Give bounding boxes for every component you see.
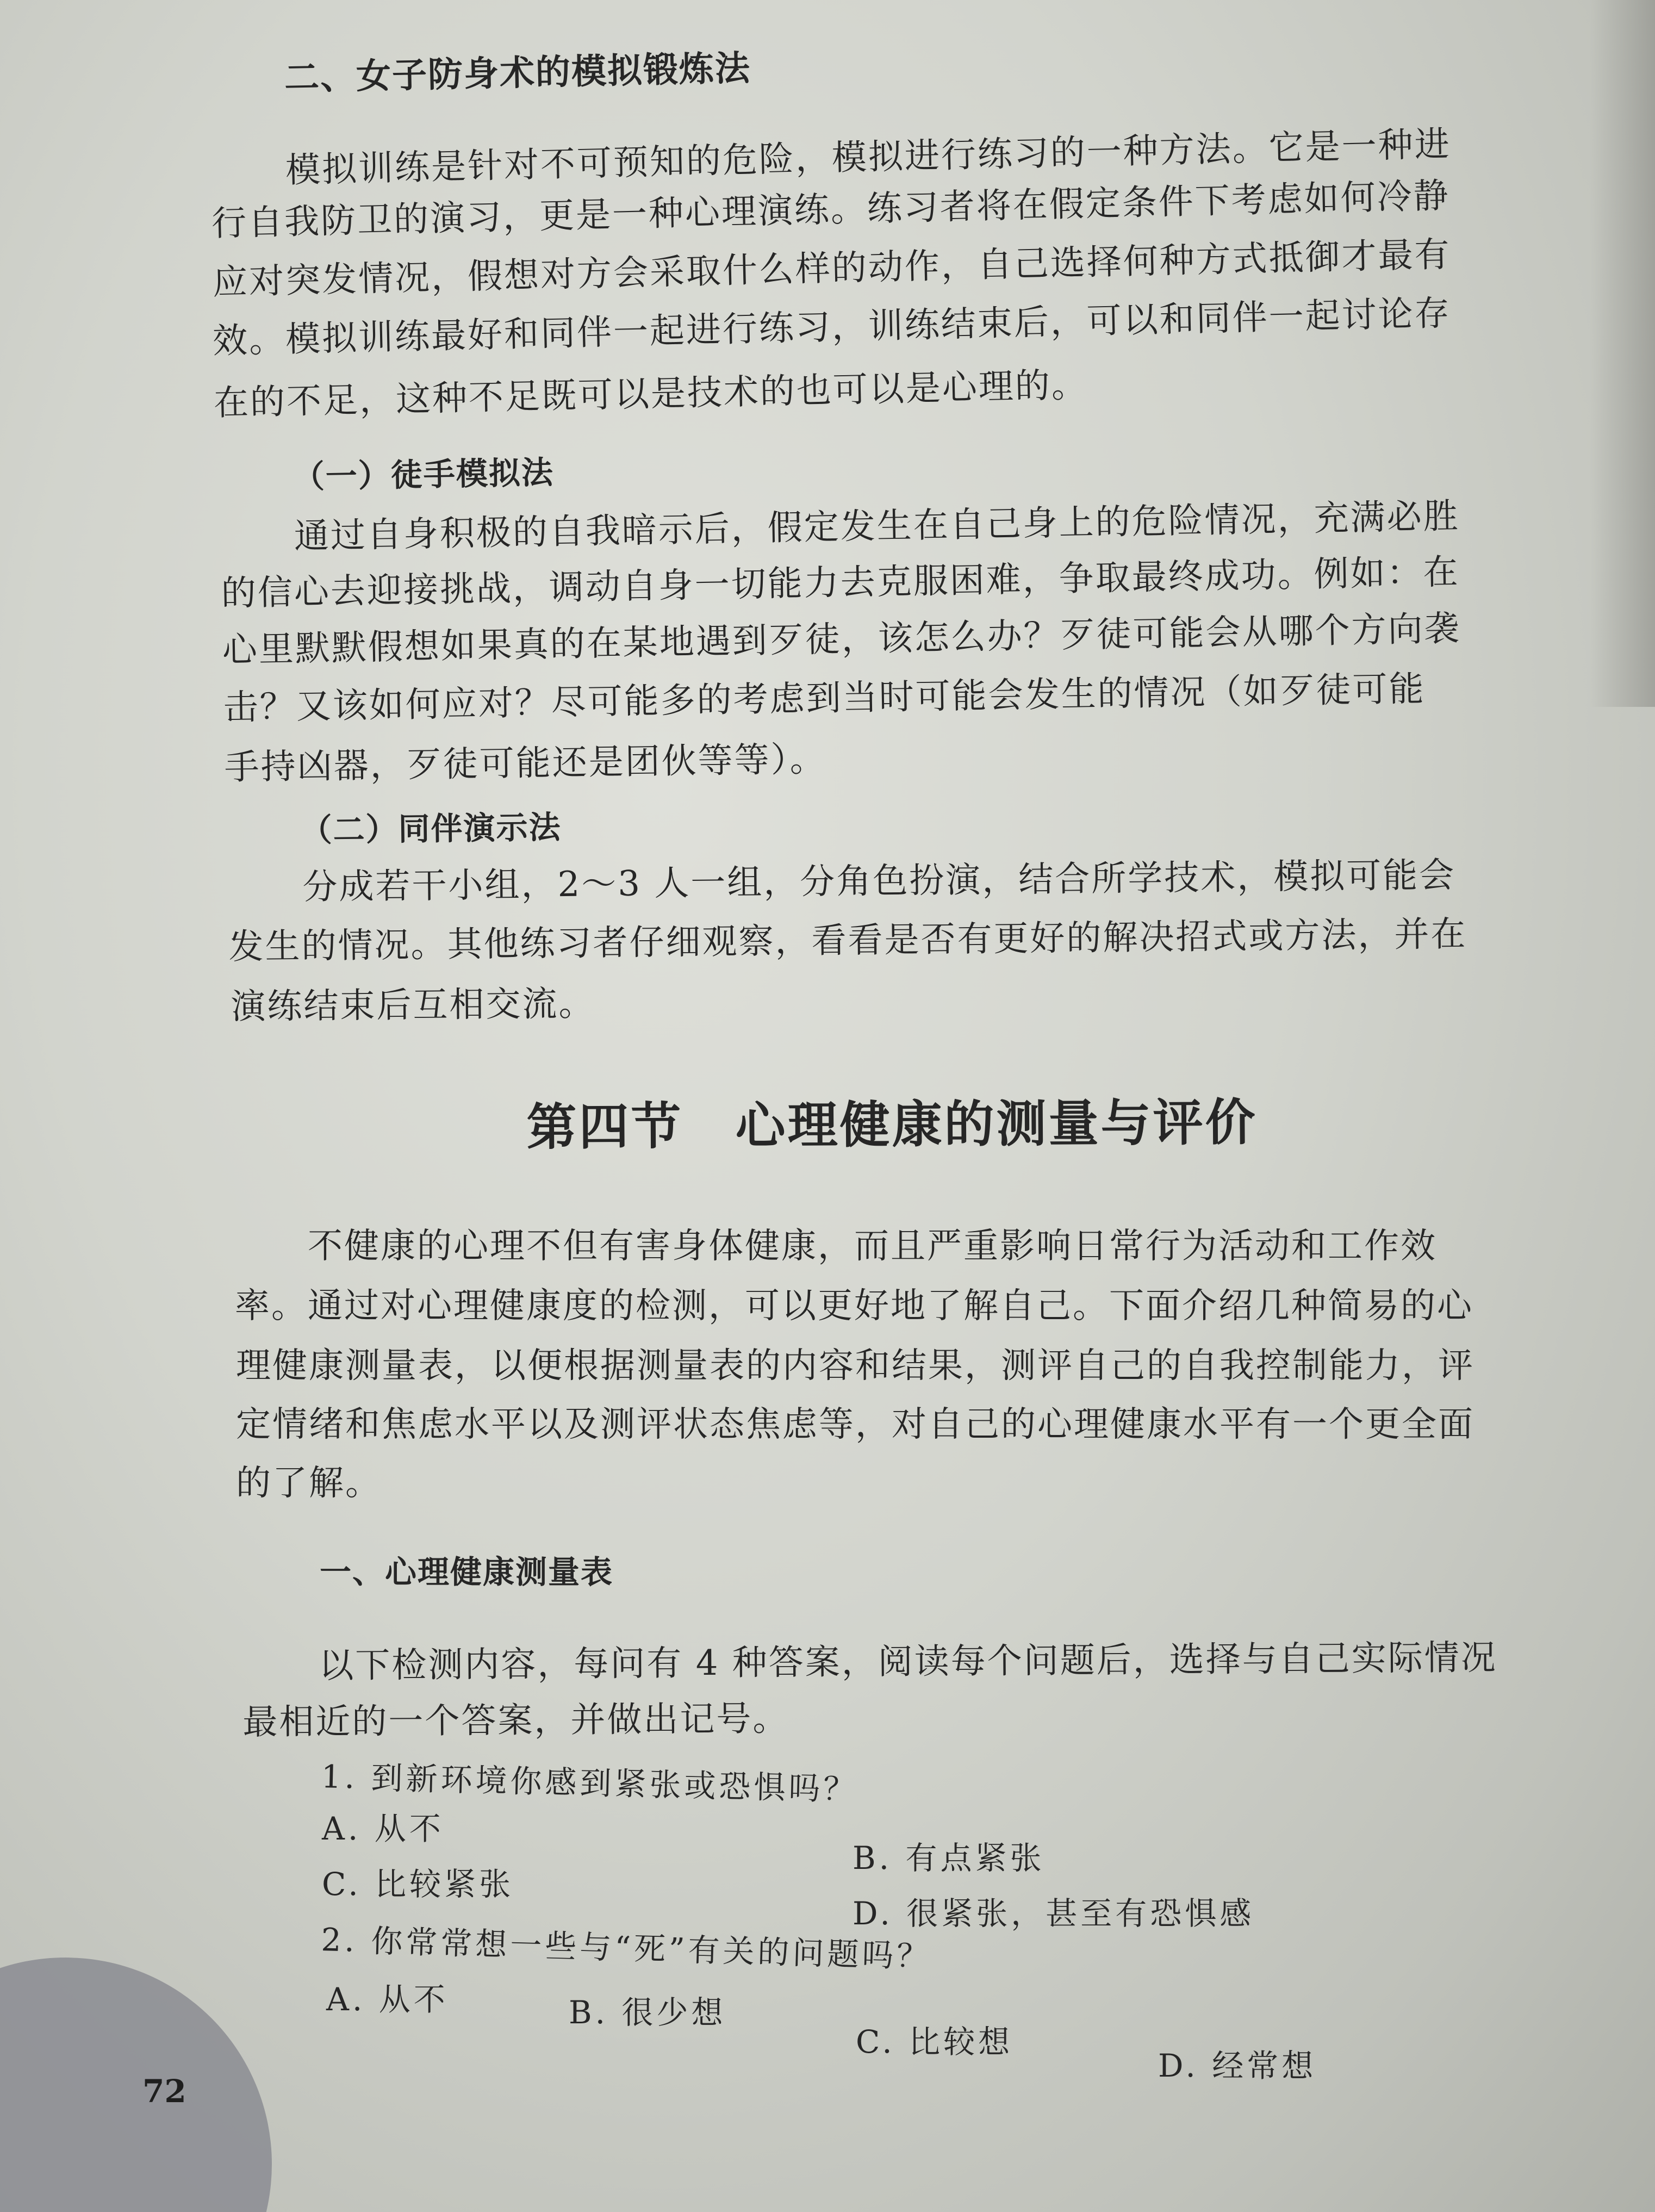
answer-option[interactable]: B. 有点紧张 xyxy=(853,1840,1045,1877)
answer-option[interactable]: D. 很紧张，甚至有恐惧感 xyxy=(853,1895,1255,1932)
paragraph-line: 率。通过对心理健康度的检测，可以更好地了解自己。下面介绍几种简易的心 xyxy=(235,1286,1473,1326)
paragraph-line: 最相近的一个答案，并做出记号。 xyxy=(242,1698,789,1743)
scale-heading: 一、心理健康测量表 xyxy=(320,1554,614,1590)
paragraph-line: 发生的情况。其他练习者仔细观察，看看是否有更好的解决招式或方法，并在 xyxy=(228,914,1467,967)
answer-option[interactable]: B. 很少想 xyxy=(569,1994,726,2031)
question-text: 1. 到新环境你感到紧张或恐惧吗？ xyxy=(321,1757,859,1809)
answer-option[interactable]: D. 经常想 xyxy=(1158,2047,1317,2084)
paragraph-line: 以下检测内容，每问有 4 种答案，阅读每个问题后，选择与自己实际情况 xyxy=(319,1637,1497,1686)
paragraph-line: 心里默默假想如果真的在某地遇到歹徒，该怎么办？歹徒可能会从哪个方向袭 xyxy=(222,608,1461,670)
answer-option[interactable]: A. 从不 xyxy=(322,1810,444,1847)
paragraph-line: 通过自身积极的自我暗示后，假定发生在自己身上的危险情况，充满必胜 xyxy=(294,496,1460,557)
section-4-title: 第四节 心理健康的测量与评价 xyxy=(526,1093,1258,1157)
paragraph-line: 击？又该如何应对？尽可能多的考虑到当时可能会发生的情况（如歹徒可能 xyxy=(223,669,1426,728)
answer-option[interactable]: C. 比较紧张 xyxy=(322,1866,514,1903)
answer-option[interactable]: A. 从不 xyxy=(326,1981,449,2018)
paragraph-line: 定情绪和焦虑水平以及测评状态焦虑等，对自己的心理健康水平有一个更全面 xyxy=(236,1405,1474,1445)
subsection-1-heading: （一）徒手模拟法 xyxy=(293,453,555,495)
paragraph-line: 分成若干小组，2～3 人一组，分角色扮演，结合所学技术，模拟可能会 xyxy=(302,855,1456,908)
paragraph-line: 的信心去迎接挑战，调动自身一切能力去克服困难，争取最终成功。例如：在 xyxy=(221,552,1460,614)
section-2-heading: 二、女子防身术的模拟锻炼法 xyxy=(284,48,751,98)
paragraph-line: 在的不足，这种不足既可以是技术的也可以是心理的。 xyxy=(213,365,1088,424)
paragraph-line: 演练结束后互相交流。 xyxy=(231,984,595,1027)
paragraph-line: 行自我防卫的演习，更是一种心理演练。练习者将在假定条件下考虑如何冷静 xyxy=(211,176,1451,244)
question-text: 2. 你常常想一些与“死”有关的问题吗？ xyxy=(320,1921,932,1975)
paragraph-line: 不健康的心理不但有害身体健康，而且严重影响日常行为活动和工作效 xyxy=(308,1226,1437,1266)
paragraph-line: 理健康测量表，以便根据测量表的内容和结果，测评自己的自我控制能力，评 xyxy=(236,1346,1474,1386)
answer-option[interactable]: C. 比较想 xyxy=(856,2023,1013,2060)
paragraph-line: 应对突发情况，假想对方会采取什么样的动作，自己选择何种方式抵御才最有 xyxy=(212,234,1452,303)
page-number: 72 xyxy=(142,2073,186,2110)
paragraph-line: 手持凶器，歹徒可能还是团伙等等）。 xyxy=(224,739,827,788)
paragraph-line: 的了解。 xyxy=(236,1463,382,1503)
paragraph-line: 模拟训练是针对不可预知的危险，模拟进行练习的一种方法。它是一种进 xyxy=(285,124,1452,191)
subsection-2-heading: （二）同伴演示法 xyxy=(300,809,562,849)
paragraph-line: 效。模拟训练最好和同伴一起进行练习，训练结束后，可以和同伴一起讨论存 xyxy=(212,293,1452,362)
